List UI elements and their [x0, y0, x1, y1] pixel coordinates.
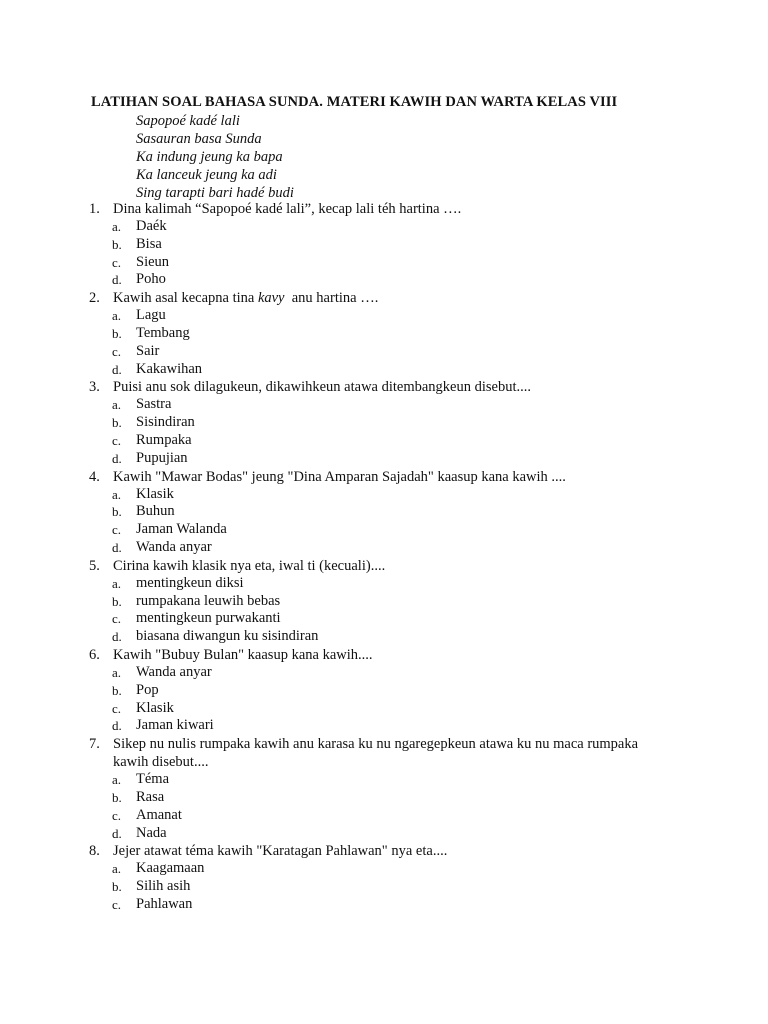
option-text: Klasik: [136, 485, 174, 502]
question-8: [89, 842, 689, 913]
option-letter: d.: [112, 718, 122, 734]
option-letter: b.: [112, 325, 122, 341]
option-letter: c.: [112, 807, 122, 823]
option-text: Lagu: [136, 307, 166, 324]
option-letter: d.: [112, 539, 122, 555]
question-text: Kawih "Bubuy Bulan" kaasup kana kawih....: [113, 646, 373, 663]
option-letter: a.: [112, 397, 122, 413]
option-letter: a.: [112, 308, 122, 324]
option-letter: c.: [112, 343, 122, 359]
option-text: Jaman Walanda: [136, 521, 227, 538]
option-letter: a.: [112, 575, 122, 591]
document-title: LATIHAN SOAL BAHASA SUNDA. MATERI KAWIH DAN WARTA KELAS VIII: [91, 94, 618, 110]
option-text: Poho: [136, 271, 166, 288]
question-number: 4.: [89, 468, 100, 485]
option-letter: b.: [112, 879, 122, 895]
option-text: Pupujian: [136, 449, 188, 466]
question-text-part: Kawih asal kecapna tina: [113, 290, 258, 307]
question-4: [89, 468, 689, 557]
question-text: Dina kalimah “Sapopoé kadé lali”, kecap lali téh hartina ….: [113, 201, 462, 217]
question-text-italic: kavy: [257, 290, 285, 307]
option-letter: c.: [112, 432, 122, 448]
option-text: Jaman kiwari: [136, 717, 214, 734]
question-number: 8.: [89, 843, 100, 860]
option-text: Wanda anyar: [136, 538, 212, 555]
question-2: [89, 289, 689, 378]
option-text: Daék: [136, 218, 167, 234]
option-letter: c.: [112, 700, 122, 716]
option-text: Pahlawan: [136, 895, 193, 912]
option-text: Sisindiran: [136, 414, 195, 431]
option-letter: a.: [112, 772, 122, 788]
question-number: 1.: [89, 201, 100, 217]
option-letter: a.: [112, 219, 122, 234]
question-7: [89, 735, 689, 842]
question-list: [89, 200, 689, 914]
question-number: 7.: [89, 736, 100, 753]
option-letter: c.: [112, 522, 122, 538]
option-text: Rasa: [136, 788, 165, 805]
option-letter: b.: [112, 682, 122, 698]
option-text: Buhun: [136, 503, 175, 520]
question-5: [89, 557, 689, 646]
question-number: 6.: [89, 646, 100, 663]
question-number: 2.: [89, 290, 100, 307]
option-text: mentingkeun purwakanti: [136, 610, 281, 627]
option-text: Nada: [136, 824, 167, 841]
option-text: rumpakana leuwih bebas: [136, 592, 281, 609]
option-letter: c.: [112, 254, 122, 270]
option-text: Kakawihan: [136, 360, 203, 377]
option-letter: b.: [112, 789, 122, 805]
option-text: biasana diwangun ku sisindiran: [136, 628, 319, 645]
option-text: Klasik: [136, 699, 174, 716]
option-letter: d.: [112, 629, 122, 645]
option-letter: b.: [112, 415, 122, 431]
option-text: mentingkeun diksi: [136, 574, 244, 591]
question-text: Jejer atawat téma kawih "Karatagan Pahlawan" nya eta....: [113, 843, 448, 860]
option-text: Wanda anyar: [136, 663, 212, 680]
option-text: Sieun: [136, 253, 170, 270]
question-number: 3.: [89, 379, 100, 396]
option-letter: d.: [112, 450, 122, 466]
question-text-part: anu hartina ….: [284, 290, 379, 307]
poem-line: Ka indung jeung ka bapa: [136, 149, 283, 165]
option-letter: c.: [112, 611, 122, 627]
question-text: Sikep nu nulis rumpaka kawih anu karasa ku nu ngaregepkeun atawa ku nu maca rumpaka kawih disebut....: [113, 736, 639, 771]
poem-line: Sing tarapti bari hadé budi: [136, 185, 294, 201]
option-letter: a.: [112, 861, 122, 877]
option-text: Amanat: [136, 806, 182, 823]
question-1: [89, 200, 689, 289]
option-text: Sastra: [136, 396, 172, 413]
poem-block: [136, 112, 294, 202]
option-letter: b.: [112, 504, 122, 520]
option-letter: d.: [112, 825, 122, 841]
question-3: [89, 378, 689, 467]
option-text: Pop: [136, 681, 159, 698]
option-letter: b.: [112, 236, 122, 252]
poem-line: Sasauran basa Sunda: [136, 131, 262, 147]
option-text: Tembang: [136, 324, 190, 341]
option-letter: a.: [112, 664, 122, 680]
option-letter: d.: [112, 361, 122, 377]
option-text: Bisa: [136, 235, 162, 252]
poem-line: Ka lanceuk jeung ka adi: [136, 167, 277, 183]
option-text: Rumpaka: [136, 431, 192, 448]
option-text: Téma: [136, 771, 170, 788]
question-number: 5.: [89, 557, 100, 574]
question-text: Kawih "Mawar Bodas" jeung "Dina Amparan Sajadah" kaasup kana kawih ....: [113, 468, 566, 485]
question-text: Puisi anu sok dilagukeun, dikawihkeun atawa ditembangkeun disebut....: [113, 379, 532, 396]
option-text: Sair: [136, 342, 160, 359]
question-text: [113, 289, 689, 307]
option-text: Silih asih: [136, 878, 191, 895]
option-letter: b.: [112, 593, 122, 609]
question-text: Cirina kawih klasik nya eta, iwal ti (kecuali)....: [113, 557, 386, 574]
option-letter: c.: [112, 896, 122, 912]
option-text: Kaagamaan: [136, 860, 205, 877]
option-letter: d.: [112, 272, 122, 288]
option-letter: a.: [112, 486, 122, 502]
question-6: [89, 646, 689, 735]
poem-line: Sapopoé kadé lali: [136, 113, 240, 129]
